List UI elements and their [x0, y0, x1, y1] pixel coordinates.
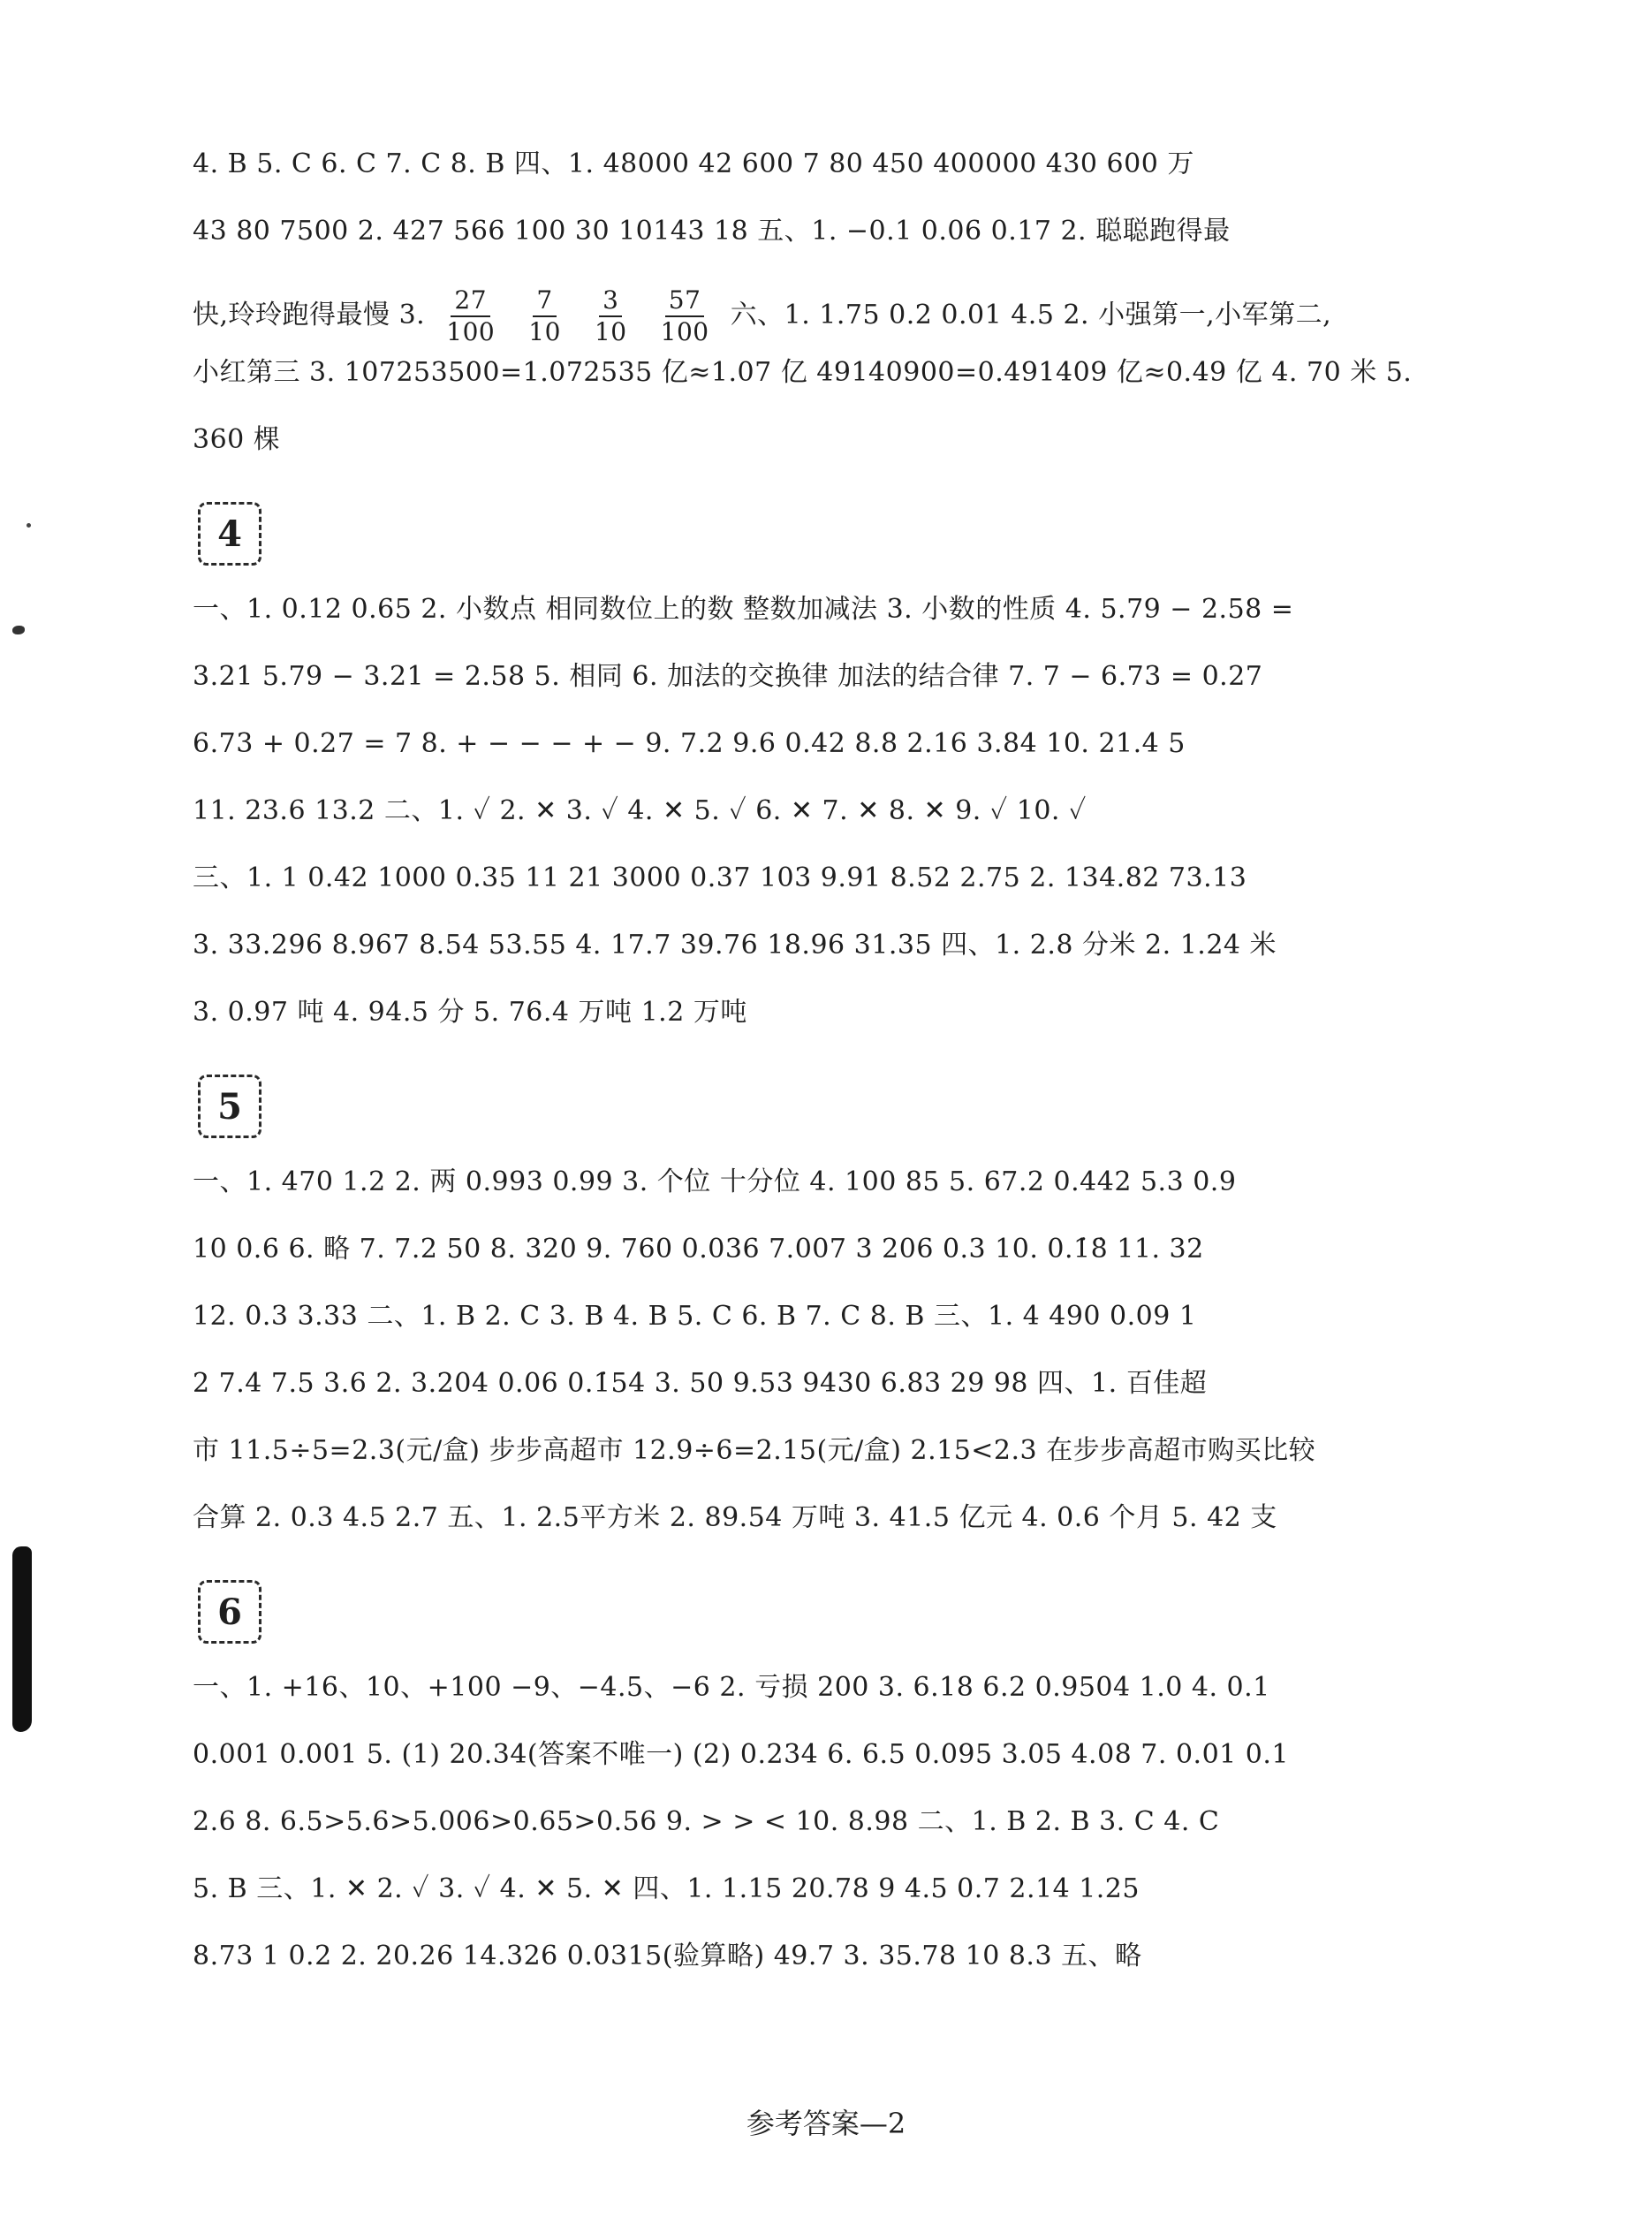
answer-line: 43 80 7500 2. 427 566 100 30 10143 18 五、1. −0.1 0.06 0.17 2. 聪聪跑得最 — [193, 216, 1231, 247]
answer-line: 三、1. 1 0.42 1000 0.35 11 21 3000 0.37 103 9.91 8.52 2.75 2. 134.82 73.13 — [193, 862, 1247, 893]
answer-line: 10 0.6 6. 略 7. 7.2 50 8. 320 9. 760 0.036 7.007 3 206 0.3 10. 0.1̇8̇ 11. 32 — [193, 1234, 1204, 1265]
answer-line: 3. 0.97 吨 4. 94.5 分 5. 76.4 万吨 1.2 万吨 — [193, 997, 747, 1028]
answer-line: 5. B 三、1. ✕ 2. ✓ 3. ✓ 4. ✕ 5. ✕ 四、1. 1.15 20.78 9 4.5 0.7 2.14 1.25 — [193, 1873, 1140, 1904]
answer-line: 2 7.4 7.5 3.6 2. 3.204 0.06 0.1̇54̇ 3. 50 9.53 9430 6.83 29 98 四、1. 百佳超 — [193, 1368, 1208, 1399]
answer-line: 6.73 + 0.27 = 7 8. + − − − + − 9. 7.2 9.6 0.42 8.8 2.16 3.84 10. 21.4 5 — [193, 728, 1186, 759]
answer-line: 小红第三 3. 107253500=1.072535 亿≈1.07 亿 49140900=0.491409 亿≈0.49 亿 4. 70 米 5. — [193, 357, 1413, 388]
section-badge-5: 5 — [198, 1075, 261, 1138]
answer-line-fractions — [193, 276, 1535, 355]
answer-line: 12. 0.3 3.33 二、1. B 2. C 3. B 4. B 5. C 6. B 7. C 8. B 三、1. 4 490 0.09 1 — [193, 1301, 1197, 1332]
answer-line: 8.73 1 0.2 2. 20.26 14.326 0.0315(验算略) 49.7 3. 35.78 10 8.3 五、略 — [193, 1941, 1142, 1971]
page-footer: 参考答案—2 — [746, 2107, 906, 2140]
answer-line: 3.21 5.79 − 3.21 = 2.58 5. 相同 6. 加法的交换律 加法的结合律 7. 7 − 6.73 = 0.27 — [193, 661, 1263, 692]
answer-line: 360 棵 — [193, 424, 281, 455]
answer-text: 六、1. 1.75 0.2 0.01 4.5 2. 小强第一,小军第二, — [730, 300, 1332, 330]
answer-line: 一、1. 0.12 0.65 2. 小数点 相同数位上的数 整数加减法 3. 小数的性质 4. 5.79 − 2.58 = — [193, 594, 1294, 625]
section-badge-4: 4 — [198, 502, 261, 566]
answer-line: 市 11.5÷5=2.3(元/盒) 步步高超市 12.9÷6=2.15(元/盒) 2.15<2.3 在步步高超市购买比较 — [193, 1435, 1316, 1466]
answer-line: 11. 23.6 13.2 二、1. ✓ 2. ✕ 3. ✓ 4. ✕ 5. ✓ 6. ✕ 7. ✕ 8. ✕ 9. ✓ 10. ✓ — [193, 795, 1087, 826]
section-badge-6: 6 — [198, 1580, 261, 1644]
answer-line: 4. B 5. C 6. C 7. C 8. B 四、1. 48000 42 600 7 80 450 400000 430 600 万 — [193, 148, 1194, 179]
answer-text: 快,玲玲跑得最慢 3. — [193, 300, 426, 330]
answer-line: 一、1. 470 1.2 2. 两 0.993 0.99 3. 个位 十分位 4. 100 85 5. 67.2 0.442 5.3 0.9 — [193, 1166, 1237, 1197]
fraction: $\frac{7}{10}$ — [528, 285, 561, 346]
fraction: $\frac{27}{100}$ — [446, 285, 496, 346]
answer-line: 2.6 8. 6.5>5.6>5.006>0.65>0.56 9. > > < 10. 8.98 二、1. B 2. B 3. C 4. C — [193, 1806, 1220, 1837]
fraction: $\frac{3}{10}$ — [594, 285, 627, 346]
fraction: $\frac{57}{100}$ — [660, 285, 709, 346]
answer-line: 3. 33.296 8.967 8.54 53.55 4. 17.7 39.76 18.96 31.35 四、1. 2.8 分米 2. 1.24 米 — [193, 930, 1277, 961]
scan-speck — [27, 523, 31, 528]
scan-speck — [12, 626, 25, 634]
answer-line: 0.001 0.001 5. (1) 20.34(答案不唯一) (2) 0.234 6. 6.5 0.095 3.05 4.08 7. 0.01 0.1 — [193, 1739, 1290, 1770]
scan-ink-blot — [12, 1546, 32, 1732]
answer-line: 合算 2. 0.3 4.5 2.7 五、1. 2.5平方米 2. 89.54 万吨 3. 41.5 亿元 4. 0.6 个月 5. 42 支 — [193, 1502, 1277, 1533]
answer-content — [193, 147, 1535, 2006]
answer-line: 一、1. +16、10、+100 −9、−4.5、−6 2. 亏损 200 3. 6.18 6.2 0.9504 1.0 4. 0.1 — [193, 1672, 1270, 1703]
